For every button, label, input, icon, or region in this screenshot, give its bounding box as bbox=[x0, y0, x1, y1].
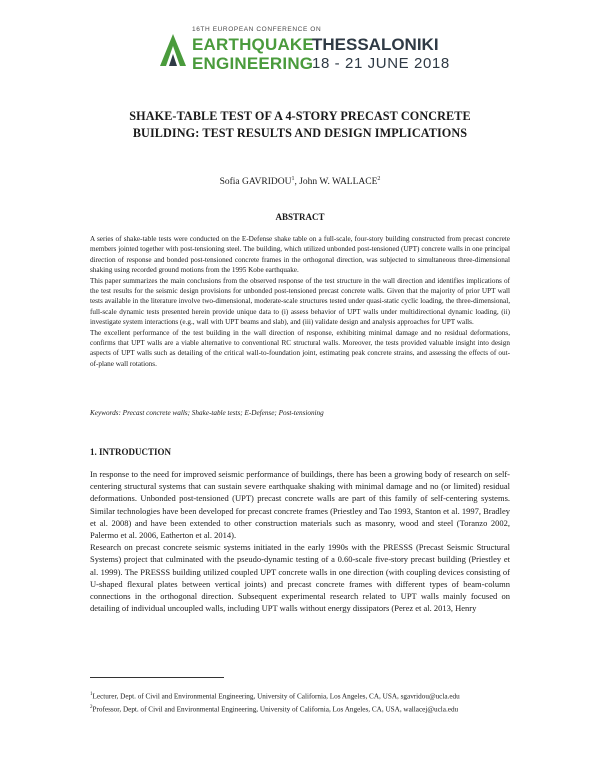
abstract-heading: ABSTRACT bbox=[275, 212, 325, 222]
footnote-2-mark: 2 bbox=[90, 705, 93, 711]
author-2-mark: 2 bbox=[377, 176, 381, 182]
footnote-1-mark: 1 bbox=[90, 692, 93, 697]
brand-earthquake: EARTHQUAKE bbox=[192, 35, 314, 54]
author-1: Sofia GAVRIDOU bbox=[219, 177, 292, 188]
author-list bbox=[0, 176, 600, 187]
conference-logo-icon bbox=[158, 30, 188, 68]
paper-title-line1: SHAKE-TABLE TEST OF A 4-STORY PRECAST CONCRETE bbox=[129, 109, 471, 123]
footnotes bbox=[90, 690, 510, 717]
footnote-divider bbox=[90, 677, 224, 678]
introduction-body bbox=[90, 468, 510, 614]
footnote-1 bbox=[90, 690, 510, 701]
intro-paragraph-1: In response to the need for improved seismic performance of buildings, there has been a growing body of research on self-centering structural systems that can sustain severe earthquake shaking with minimal damage and no (or limited) residual deformations. Unbonded post-tensioned (UPT) precast concrete walls are part of this family of self-centering systems. Similar technologies have been developed for precast concrete frames (Priestley and Tao 1993, Stanton et al. 1997, Bradley et al. 2008) and have been extended to other construction materials such as masonry, wood and steel (Toranzo 2002, Palermo et al. 2006, Eatherton et al. 2014). bbox=[90, 469, 510, 541]
author-1-mark: 1 bbox=[291, 176, 295, 182]
author-2: John W. WALLACE bbox=[299, 177, 378, 188]
author-separator: , bbox=[294, 177, 300, 188]
conference-dates: 18 - 21 JUNE 2018 bbox=[312, 55, 450, 72]
paper-title-line2: BUILDING: TEST RESULTS AND DESIGN IMPLICATIONS bbox=[132, 126, 468, 140]
footnote-1-text: Lecturer, Dept. of Civil and Environmental Engineering, University of California, Los Angeles, CA, USA, sgavridou@ucla.edu bbox=[92, 692, 460, 701]
abstract-paragraph-1: A series of shake-table tests were conducted on the E-Defense shake table on a full-scale, four-story building constructed from precast concrete members jointed together with post-tensioning steel. The building, which utilized unbonded post-tensioned (UPT) concrete walls in one principal direction of response and bonded post-tensioned concrete frames in the orthogonal direction, was subjected to simultaneous three-dimensional shaking using recorded ground motions from the 1995 Kobe earthquake. bbox=[90, 235, 510, 275]
section-heading-introduction: 1. INTRODUCTION bbox=[90, 447, 172, 457]
abstract-paragraph-3: The excellent performance of the test building in the wall direction of response, exhibiting minimal damage and no residual deformations, confirms that UPT walls are a viable alternative to conventional RC structural walls. Moreover, the tests provided valuable insight into design aspects of UPT walls such as detailing of the critical wall-to-foundation joint, estimating peak concrete strains, and assessing the effects of out-of-plane wall rotations. bbox=[90, 328, 510, 368]
keywords: Keywords: Precast concrete walls; Shake-table tests; E-Defense; Post-tensioning bbox=[90, 409, 324, 417]
intro-paragraph-2: Research on precast concrete seismic systems initiated in the early 1990s with the PRESSS (Precast Seismic Structural Systems) project that culminated with the pseudo-dynamic testing of a 0.60-scale five-story precast building (Priestley et al. 1999). The PRESSS building utilized coupled UPT concrete walls in one direction (with coupling devices consisting of U-shaped flexural plates between vertical joints) and precast concrete frames with different types of beam-column connections in the orthogonal direction. Subsequent experimental research related to UPT walls mainly focused on detailing of individual uncoupled walls, including UPT walls without energy dissipators (Perez et al. 2013, Henry bbox=[90, 542, 510, 614]
brand-engineering: ENGINEERING bbox=[192, 54, 314, 73]
conference-city: THESSALONIKI bbox=[312, 35, 439, 54]
footnote-2-text: Professor, Dept. of Civil and Environmental Engineering, University of California, Los Angeles, CA, USA, wallacej@ucla.edu bbox=[92, 705, 459, 714]
conference-header bbox=[158, 22, 448, 80]
abstract-paragraph-2: This paper summarizes the main conclusions from the observed response of the test structure in the wall direction and identifies implications of the test results for the seismic design provisions for unbonded post-tensioned precast concrete walls. Given that the majority of prior UPT wall tests available in the literature involve two-dimensional, moderate-scale structures tested under quasi-static cyclic loading, the three-dimensional, full-scale dynamic tests presented herein provide unique data to (i) assess behavior of UPT walls under multidirectional dynamic loading, (ii) investigate system interactions (e.g., wall with UPT beams and slab), and (iii) validate design and analysis approaches for UPT walls. bbox=[90, 276, 510, 327]
abstract-body bbox=[90, 234, 510, 369]
footnote-2 bbox=[90, 703, 510, 714]
conference-line: 16TH EUROPEAN CONFERENCE ON bbox=[192, 26, 322, 33]
paper-title bbox=[60, 108, 540, 142]
